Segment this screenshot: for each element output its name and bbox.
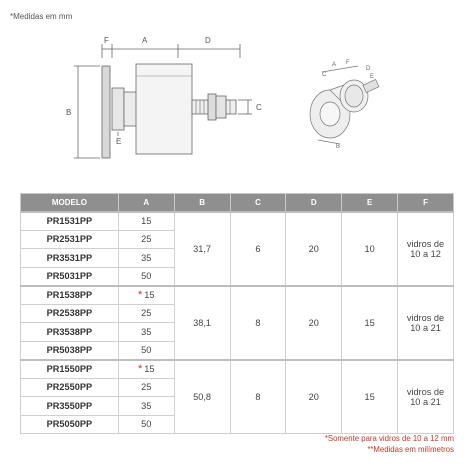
a-cell: * 15 (118, 286, 174, 305)
e-cell: 15 (342, 360, 398, 434)
model-cell: PR1538PP (21, 286, 119, 305)
e-cell: 10 (342, 212, 398, 286)
model-cell: PR5038PP (21, 341, 119, 360)
iso-label-d: D (366, 66, 371, 72)
iso-label-b: B (336, 144, 341, 150)
a-cell: 50 (118, 415, 174, 434)
model-cell: PR5031PP (21, 267, 119, 286)
table-header-row (21, 194, 454, 212)
model-cell: PR3538PP (21, 323, 119, 342)
a-cell: 50 (118, 341, 174, 360)
footnote-glass-range: *Somente para vidros de 10 a 12 mm (324, 434, 454, 443)
footnote-units: **Medidas em milímetros (367, 445, 454, 454)
header-a: A (118, 194, 174, 212)
iso-label-c: C (322, 72, 327, 78)
header-f: F (398, 194, 454, 212)
dim-label-d: D (205, 36, 211, 45)
a-cell: 15 (118, 212, 174, 231)
model-cell: PR3531PP (21, 249, 119, 268)
a-cell: 25 (118, 304, 174, 323)
model-cell: PR2550PP (21, 378, 119, 397)
model-cell: PR1550PP (21, 360, 119, 379)
isometric-drawing (292, 52, 392, 152)
model-cell: PR5050PP (21, 415, 119, 434)
dim-label-b: B (66, 108, 72, 117)
a-cell: 35 (118, 249, 174, 268)
header-b: B (174, 194, 230, 212)
dim-label-e: E (116, 137, 122, 146)
model-cell: PR3550PP (21, 397, 119, 416)
table-row (21, 286, 454, 305)
f-cell: vidros de 10 a 12 (398, 212, 454, 286)
a-cell: 25 (118, 230, 174, 249)
measurement-note: *Medidas em mm (10, 12, 73, 21)
asterisk-marker: * (137, 289, 143, 301)
a-cell: 35 (118, 397, 174, 416)
d-cell: 20 (286, 286, 342, 360)
model-cell: PR2538PP (21, 304, 119, 323)
iso-label-f: F (346, 60, 350, 66)
footnotes (325, 433, 454, 455)
a-cell: 25 (118, 378, 174, 397)
model-cell: PR1531PP (21, 212, 119, 231)
b-cell: 31,7 (174, 212, 230, 286)
iso-label-a: A (332, 62, 337, 68)
iso-label-e: E (370, 74, 375, 80)
model-cell: PR2531PP (21, 230, 119, 249)
dim-label-a: A (142, 36, 148, 45)
d-cell: 20 (286, 360, 342, 434)
b-cell: 38,1 (174, 286, 230, 360)
dim-label-c: C (256, 103, 262, 112)
header-d: D (286, 194, 342, 212)
table-row (21, 360, 454, 379)
header-modelo: MODELO (21, 194, 119, 212)
header-e: E (342, 194, 398, 212)
dim-label-f: F (104, 36, 109, 45)
a-cell: 35 (118, 323, 174, 342)
f-cell: vidros de 10 a 21 (398, 360, 454, 434)
asterisk-marker: * (137, 363, 143, 375)
a-cell: * 15 (118, 360, 174, 379)
b-cell: 50,8 (174, 360, 230, 434)
c-cell: 8 (230, 286, 286, 360)
table-row (21, 212, 454, 231)
a-cell: 50 (118, 267, 174, 286)
e-cell: 15 (342, 286, 398, 360)
header-c: C (230, 194, 286, 212)
specifications-table (20, 193, 454, 434)
f-cell: vidros de 10 a 21 (398, 286, 454, 360)
d-cell: 20 (286, 212, 342, 286)
side-view-drawing (60, 36, 275, 176)
c-cell: 8 (230, 360, 286, 434)
c-cell: 6 (230, 212, 286, 286)
